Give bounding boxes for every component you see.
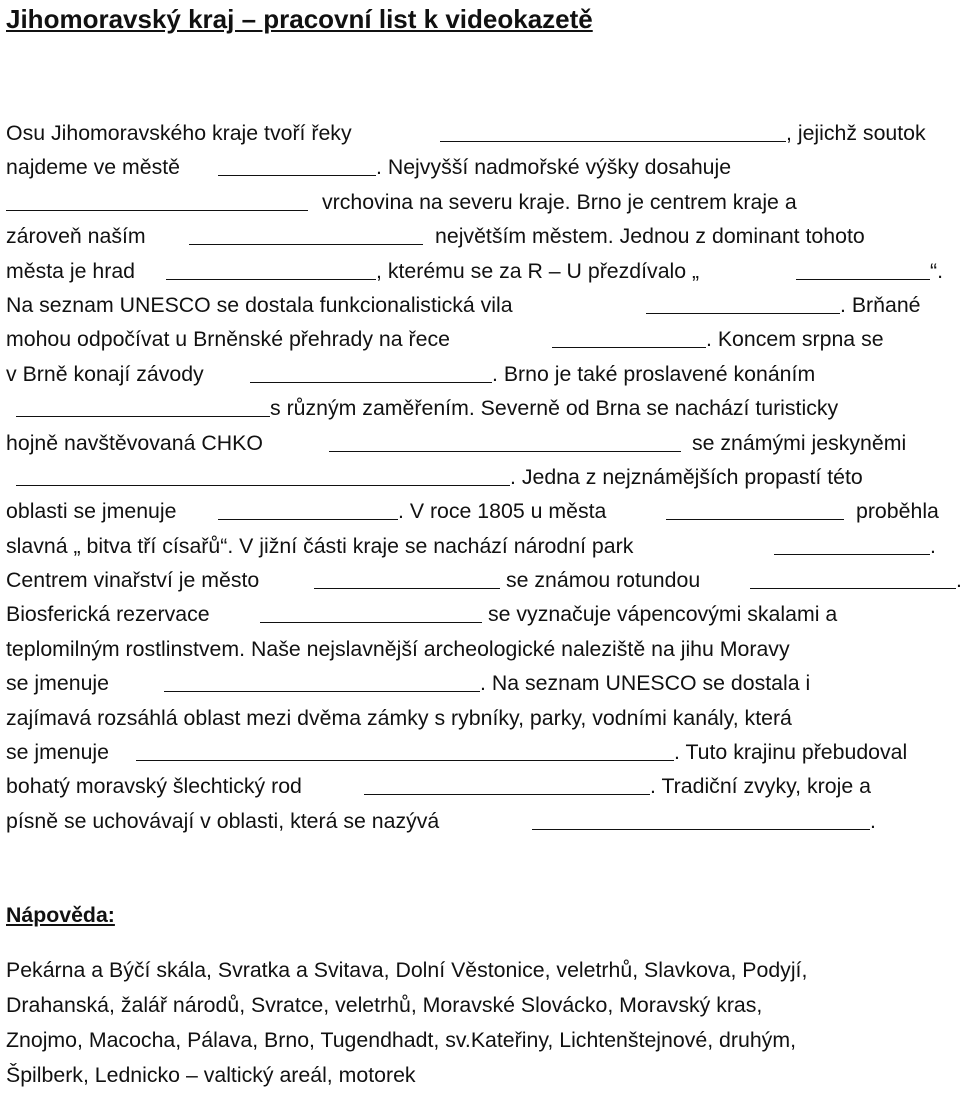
text-segment: . xyxy=(956,568,962,593)
hint-heading: Nápověda: xyxy=(6,903,115,927)
text-segment: se jmenuje xyxy=(6,671,109,696)
text-segment: . Brno je také proslavené konáním xyxy=(492,361,816,386)
text-segment: oblasti se jmenuje xyxy=(6,499,177,524)
answer-blank[interactable] xyxy=(189,244,423,245)
text-line xyxy=(6,288,956,322)
answer-blank[interactable] xyxy=(136,760,674,761)
text-segment: zároveň naším xyxy=(6,224,146,249)
text-line xyxy=(6,666,956,700)
text-segment: největším městem. Jednou z dominant tohoto xyxy=(435,224,865,249)
text-segment: . V roce 1805 u města xyxy=(398,499,607,524)
answer-blank[interactable] xyxy=(16,485,510,486)
worksheet-text xyxy=(6,116,962,838)
answer-blank[interactable] xyxy=(796,279,930,280)
text-line xyxy=(6,735,956,769)
text-segment: , kterému se za R – U přezdívalo „ xyxy=(376,258,700,283)
text-segment: se jmenuje xyxy=(6,740,109,765)
text-segment: Biosferická rezervace xyxy=(6,602,210,627)
text-segment: najdeme ve městě xyxy=(6,155,181,180)
text-segment: “. xyxy=(930,258,944,283)
text-line xyxy=(6,322,956,356)
text-segment: mohou odpočívat u Brněnské přehrady na řece xyxy=(6,327,450,352)
text-segment: . Jedna z nejznámějších propastí této xyxy=(510,464,863,489)
answer-blank[interactable] xyxy=(260,622,482,623)
text-line xyxy=(6,529,956,563)
text-segment: . Brňané xyxy=(840,292,921,317)
hint-line: Znojmo, Macocha, Pálava, Brno, Tugendhadt, sv.Kateřiny, Lichtenštejnové, druhým, xyxy=(6,1028,796,1052)
text-line xyxy=(6,460,956,494)
answer-blank[interactable] xyxy=(774,554,930,555)
answer-blank[interactable] xyxy=(329,451,681,452)
text-segment: hojně navštěvovaná CHKO xyxy=(6,430,263,455)
text-segment: . Tradiční zvyky, kroje a xyxy=(650,774,871,799)
hint-list xyxy=(6,953,956,1093)
answer-blank[interactable] xyxy=(314,588,500,589)
answer-blank[interactable] xyxy=(552,347,706,348)
answer-blank[interactable] xyxy=(166,279,376,280)
worksheet-title: Jihomoravský kraj – pracovní list k videokazetě xyxy=(6,4,593,34)
answer-blank[interactable] xyxy=(532,829,870,830)
text-segment: Osu Jihomoravského kraje tvoří řeky xyxy=(6,121,352,145)
answer-blank[interactable] xyxy=(16,416,270,417)
text-line xyxy=(6,494,956,528)
text-line xyxy=(6,426,956,460)
text-segment: s různým zaměřením. Severně od Brna se nachází turisticky xyxy=(270,396,839,421)
answer-blank[interactable] xyxy=(6,210,308,211)
text-segment: . xyxy=(870,808,876,833)
text-segment: se známými jeskyněmi xyxy=(692,430,907,455)
text-segment: zajímavá rozsáhlá oblast mezi dvěma zámky s rybníky, parky, vodními kanály, která xyxy=(6,705,792,730)
hint-line: Pekárna a Býčí skála, Svratka a Svitava, Dolní Věstonice, veletrhů, Slavkova, Podyjí, xyxy=(6,958,808,982)
text-line xyxy=(6,116,956,150)
text-line xyxy=(6,632,956,666)
answer-blank[interactable] xyxy=(750,588,956,589)
text-segment: slavná „ bitva tří císařů“. V jižní části kraje se nachází národní park xyxy=(6,533,634,558)
answer-blank[interactable] xyxy=(218,519,398,520)
hint-line: Drahanská, žalář národů, Svratce, veletrhů, Moravské Slovácko, Moravský kras, xyxy=(6,993,763,1017)
text-segment: . Tuto krajinu přebudoval xyxy=(674,740,908,765)
text-segment: se vyznačuje vápencovými skalami a xyxy=(488,602,838,627)
text-segment: bohatý moravský šlechtický rod xyxy=(6,774,302,799)
text-segment: vrchovina na severu kraje. Brno je centrem kraje a xyxy=(322,189,797,214)
answer-blank[interactable] xyxy=(666,519,844,520)
text-line xyxy=(6,563,962,597)
text-line xyxy=(6,150,956,184)
text-segment: písně se uchovávají v oblasti, která se nazývá xyxy=(6,808,440,833)
answer-blank[interactable] xyxy=(440,141,786,142)
hint-line: Špilberk, Lednicko – valtický areál, motorek xyxy=(6,1063,416,1087)
text-segment: . Nejvyšší nadmořské výšky dosahuje xyxy=(376,155,732,180)
answer-blank[interactable] xyxy=(364,794,650,795)
text-segment: , jejichž soutok xyxy=(786,121,926,145)
text-segment: v Brně konají závody xyxy=(6,361,204,386)
text-line xyxy=(6,701,956,735)
text-line xyxy=(6,769,956,803)
answer-blank[interactable] xyxy=(164,691,480,692)
text-line xyxy=(6,804,956,838)
text-segment: Na seznam UNESCO se dostala funkcionalistická vila xyxy=(6,292,513,317)
text-segment: se známou rotundou xyxy=(506,568,701,593)
answer-blank[interactable] xyxy=(218,175,376,176)
text-segment: . Na seznam UNESCO se dostala i xyxy=(480,671,811,696)
text-segment: Centrem vinařství je město xyxy=(6,568,260,593)
text-segment: . Koncem srpna se xyxy=(706,327,884,352)
text-segment: města je hrad xyxy=(6,258,136,283)
answer-blank[interactable] xyxy=(646,313,840,314)
text-segment: . xyxy=(930,533,936,558)
text-line xyxy=(6,391,956,425)
text-line xyxy=(6,254,956,288)
text-line xyxy=(6,597,956,631)
text-line xyxy=(6,219,956,253)
answer-blank[interactable] xyxy=(250,382,492,383)
text-line xyxy=(6,185,956,219)
text-line xyxy=(6,357,956,391)
text-segment: proběhla xyxy=(856,499,939,524)
text-segment: teplomilným rostlinstvem. Naše nejslavnější archeologické naleziště na jihu Moravy xyxy=(6,636,790,661)
